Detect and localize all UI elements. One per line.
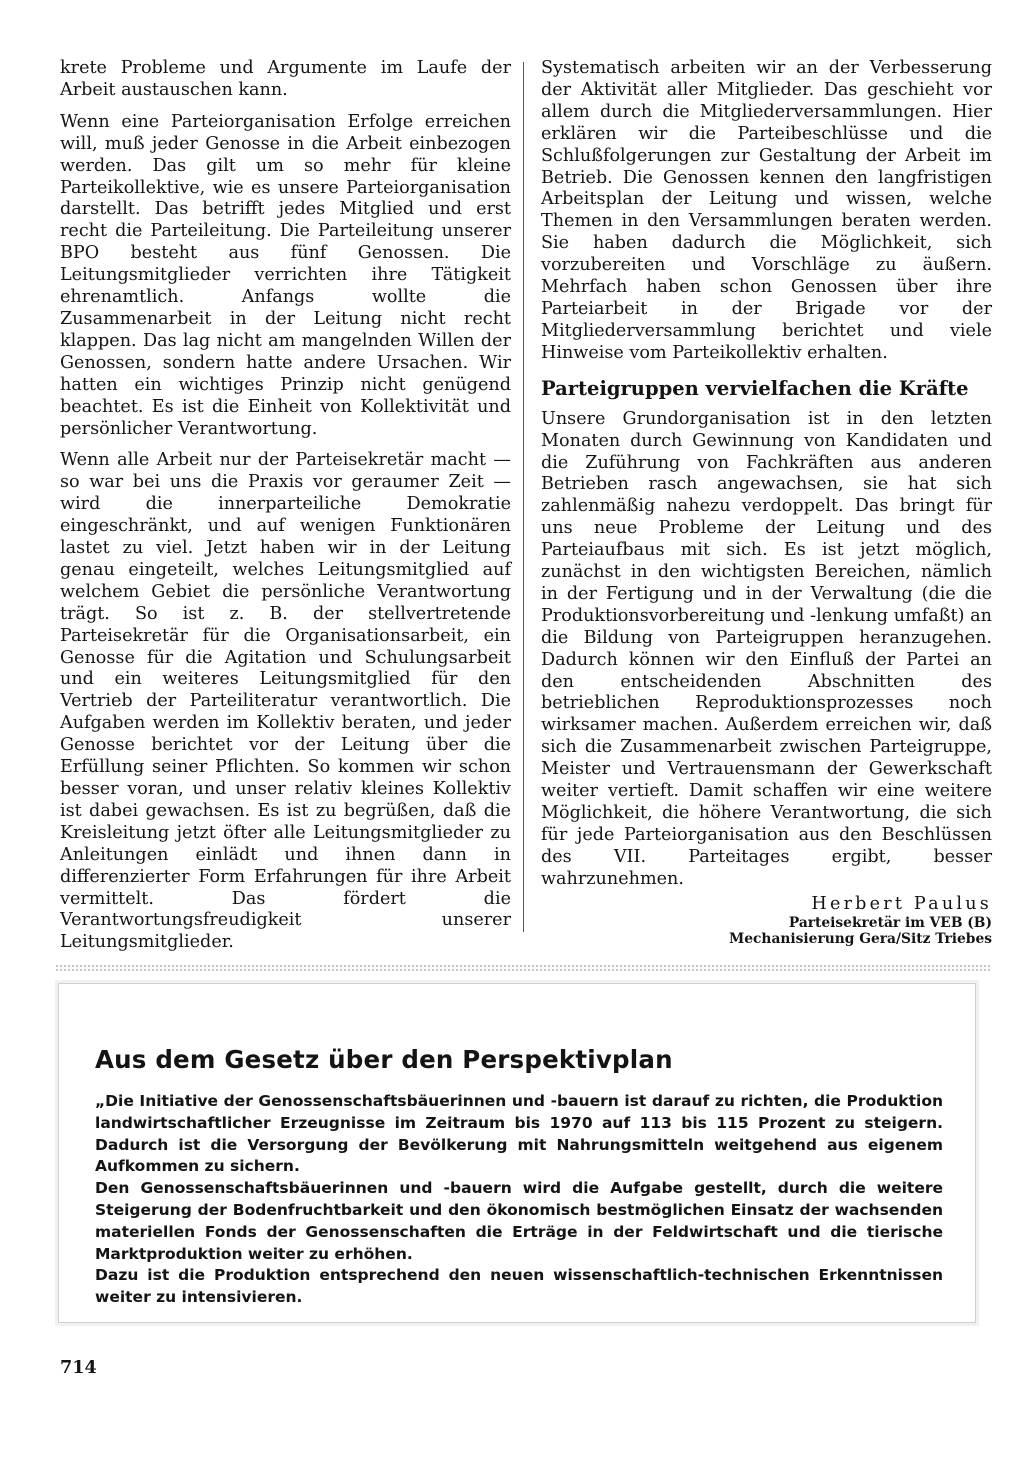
author-name: Herbert Paulus <box>811 893 992 914</box>
page-number: 714 <box>60 1357 97 1378</box>
left-column <box>60 58 511 954</box>
quote-paragraph: „Die Initiative der Genossenschaftsbäuerinnen und -bauern ist darauf zu richten, die Produktion landwirtschaftlicher Erzeugnisse im Zeitraum bis 1970 auf 113 bis 115 Prozent zu steigern. Dadurch ist die Versorgung der Bevölkerung mit Nahrungsmitteln weitgehend aus eigenem Aufkommen zu sichern. <box>95 1092 943 1176</box>
quote-box-text <box>95 1091 943 1309</box>
author-organization: Mechanisierung Gera/Sitz Triebes <box>728 930 992 947</box>
quote-paragraph: Dazu ist die Produktion entsprechend den neuen wissenschaftlich-technischen Erkenntnissen weiter zu intensivieren. <box>95 1266 943 1307</box>
right-column <box>541 58 992 947</box>
paragraph: Systematisch arbeiten wir an der Verbesserung der Aktivität aller Mitglieder. Das geschieht vor allem durch die Mitgliederversammlungen. Hier erklären wir die Parteibeschlüsse und die Schlußfolgerungen zur Gestaltung der Arbeit im Betrieb. Die Genossen kennen den langfristigen Arbeitsplan der Leitung und wissen, welche Themen in den Versammlungen beraten werden. Sie haben dadurch die Möglichkeit, sich vorzubereiten und Vorschläge zu äußern. Mehrfach haben schon Genossen über ihre Parteiarbeit in der Brigade vor der Mitgliederversammlung berichtet und viele Hinweise vom Parteikollektiv erhalten. <box>541 58 992 363</box>
quote-paragraph: Den Genossenschaftsbäuerinnen und -bauern wird die Aufgabe gestellt, durch die weitere Steigerung der Bodenfruchtbarkeit und den ökonomisch bestmöglichen Einsatz der wachsenden materiellen Fonds der Genossenschaften die Erträge in der Feldwirtschaft und die tierische Marktproduktion weiter zu erhöhen. <box>95 1179 943 1263</box>
paragraph: Wenn alle Arbeit nur der Parteisekretär macht — so war bei uns die Praxis vor geraumer Zeit — wird die innerparteiliche Demokratie eingeschränkt, und auf wenigen Funktionären lastet zu viel. Jetzt haben wir in der Leitung genau eingeteilt, welches Leitungsmitglied auf welchem Gebiet die persönliche Verantwortung trägt. So ist z. B. der stellvertretende Parteisekretär für die Organisationsarbeit, ein Genosse für die Agitation und Schulungsarbeit und ein weiteres Leitungsmitglied für den Vertrieb der Parteiliteratur verantwortlich. Die Aufgaben werden im Kollektiv beraten, und jeder Genosse berichtet vor der Leitung über die Erfüllung seiner Pflichten. So kommen wir schon besser voran, und unser relativ kleines Kollektiv ist dabei gewachsen. Es ist zu begrüßen, daß die Kreisleitung jetzt öfter alle Leitungsmitglieder zu Anleitungen einlädt und ihnen dann in differenzierter Form Erfahrungen für ihre Arbeit vermittelt. Das fördert die Verantwortungsfreudigkeit unserer Leitungsmitglieder. <box>60 450 511 953</box>
dotted-separator <box>55 964 990 971</box>
paragraph: Wenn eine Parteiorganisation Erfolge erreichen will, muß jeder Genosse in die Arbeit einbezogen werden. Das gilt um so mehr für kleine Parteikollektive, wie es unsere Parteiorganisation darstellt. Das betrifft jedes Mitglied und erst recht die Parteileitung. Die Parteileitung unserer BPO besteht aus fünf Genossen. Die Leitungsmitglieder verrichten ihre Tätigkeit ehrenamtlich. Anfangs wollte die Zusammenarbeit in der Leitung nicht recht klappen. Das lag nicht am mangelnden Willen der Genossen, sondern hatte andere Ursachen. Wir hatten ein wichtiges Prinzip nicht genügend beachtet. Es ist die Einheit von Kollektivität und persönlicher Verantwortung. <box>60 111 511 439</box>
quote-box-title: Aus dem Gesetz über den Perspektivplan <box>95 1045 673 1074</box>
paragraph: Unsere Grundorganisation ist in den letzten Monaten durch Gewinnung von Kandidaten und die Zuführung von Fachkräften aus anderen Betrieben rasch angewachsen, sie hat sich zahlenmäßig nahezu verdoppelt. Das bringt für uns neue Probleme der Leitung und des Parteiaufbaus mit sich. Es ist jetzt möglich, zunächst in den wichtigsten Bereichen, nämlich in der Fertigung und in der Verwaltung (die die Produktionsvorbereitung und -lenkung umfaßt) an die Bildung von Parteigruppen heranzugehen. Dadurch können wir den Einfluß der Partei an den entscheidenden Abschnitten des betrieblichen Reproduktionsprozesses noch wirksamer machen. Außerdem erreichen wir, daß sich die Zusammenarbeit zwischen Parteigruppe, Meister und Vertrauensmann der Gewerkschaft weiter vertieft. Damit schaffen wir eine weitere Möglichkeit, die höhere Verantwortung, die sich für jede Parteiorganisation aus den Beschlüssen des VII. Parteitages ergibt, besser wahrzunehmen. <box>541 408 992 889</box>
section-heading: Parteigruppen vervielfachen die Kräfte <box>541 376 969 400</box>
column-divider <box>523 62 524 932</box>
author-signature <box>541 893 992 947</box>
paragraph: krete Probleme und Argumente im Laufe der Arbeit austauschen kann. <box>60 58 511 100</box>
author-role: Parteisekretär im VEB (B) <box>788 914 992 931</box>
